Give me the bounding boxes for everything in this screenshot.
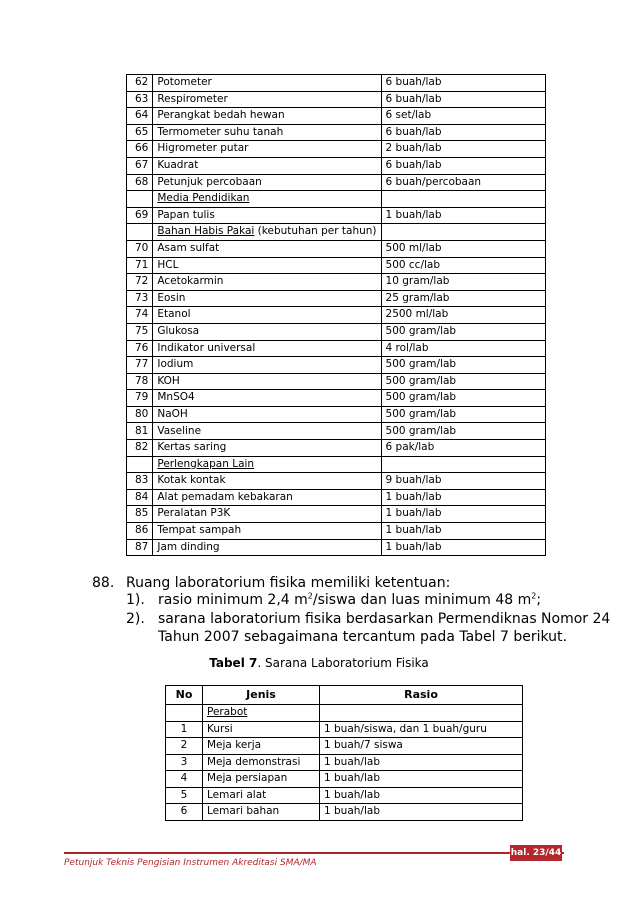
row-number: 84 [127, 489, 153, 506]
table-row [127, 141, 546, 158]
row-number: 2 [166, 738, 203, 755]
quantity-cell: 6 set/lab [381, 108, 545, 125]
row-number: 78 [127, 373, 153, 390]
table-row [127, 257, 546, 274]
quantity-cell: 2 buah/lab [381, 141, 545, 158]
section-heading: Perabot [207, 706, 248, 718]
table-row [166, 804, 523, 821]
row-number: 3 [166, 754, 203, 771]
row-number [127, 224, 153, 241]
sub-label: 1). [126, 592, 145, 608]
item-name: HCL [153, 257, 381, 274]
ratio-cell: 1 buah/siswa, dan 1 buah/guru [320, 721, 523, 738]
item-name: Meja demonstrasi [203, 754, 320, 771]
row-number: 72 [127, 274, 153, 291]
item-name: Vaseline [153, 423, 381, 440]
row-number [127, 191, 153, 208]
row-number: 62 [127, 75, 153, 92]
footer-document-title: Petunjuk Teknis Pengisian Instrumen Akreditasi SMA/MA [64, 858, 317, 868]
table-row [127, 523, 546, 540]
row-number: 86 [127, 523, 153, 540]
row-number: 81 [127, 423, 153, 440]
quantity-cell: 1 buah/lab [381, 489, 545, 506]
row-number: 71 [127, 257, 153, 274]
item-name: Papan tulis [153, 207, 381, 224]
table-row [127, 274, 546, 291]
table-row [127, 539, 546, 556]
quantity-cell: 500 gram/lab [381, 323, 545, 340]
sub-text-b: /siswa dan luas minimum 48 m [312, 592, 532, 608]
header-rasio: Rasio [320, 686, 523, 705]
section-cell [153, 224, 381, 241]
quantity-cell: 500 gram/lab [381, 423, 545, 440]
section-cell [153, 456, 381, 473]
quantity-cell: 6 buah/lab [381, 91, 545, 108]
table-row [127, 390, 546, 407]
quantity-cell: 1 buah/lab [381, 506, 545, 523]
item-name: Eosin [153, 290, 381, 307]
table-row [166, 738, 523, 755]
table-row [127, 406, 546, 423]
item-name: Glukosa [153, 323, 381, 340]
table-row [127, 124, 546, 141]
item-name: Asam sulfat [153, 240, 381, 257]
table-7-caption [0, 656, 638, 670]
row-number: 76 [127, 340, 153, 357]
section-heading: Bahan Habis Pakai [157, 225, 255, 238]
quantity-cell: 1 buah/lab [381, 539, 545, 556]
row-number: 4 [166, 771, 203, 788]
row-number: 5 [166, 787, 203, 804]
ratio-cell [320, 705, 523, 722]
caption-rest: . Sarana Laboratorium Fisika [257, 656, 429, 670]
quantity-cell: 4 rol/lab [381, 340, 545, 357]
table-row [127, 357, 546, 374]
table-7-header-row [166, 686, 523, 705]
quantity-cell [381, 224, 545, 241]
row-number: 6 [166, 804, 203, 821]
equipment-table-body [127, 75, 546, 556]
table-row [166, 705, 523, 722]
row-number: 83 [127, 473, 153, 490]
quantity-cell: 9 buah/lab [381, 473, 545, 490]
table-row [166, 787, 523, 804]
row-number: 87 [127, 539, 153, 556]
equipment-table-continued [126, 74, 546, 556]
table-row [127, 290, 546, 307]
quantity-cell: 6 buah/lab [381, 157, 545, 174]
header-jenis: Jenis [203, 686, 320, 705]
item-88-text: Ruang laboratorium fisika memiliki ketentuan: [126, 575, 451, 591]
ratio-cell: 1 buah/7 siswa [320, 738, 523, 755]
quantity-cell: 6 buah/lab [381, 75, 545, 92]
table-7-body [166, 705, 523, 821]
row-number: 1 [166, 721, 203, 738]
row-number: 68 [127, 174, 153, 191]
row-number: 74 [127, 307, 153, 324]
page-number-badge: hal. 23/44 [510, 845, 562, 861]
sub-text-line-1: sarana laboratorium fisika berdasarkan Permendiknas Nomor 24 [158, 611, 611, 627]
table-row [127, 456, 546, 473]
quantity-cell: 10 gram/lab [381, 274, 545, 291]
item-name: Kertas saring [153, 440, 381, 457]
item-name: Tempat sampah [153, 523, 381, 540]
row-number [166, 705, 203, 722]
table-7 [165, 685, 523, 821]
row-number [127, 456, 153, 473]
item-name: NaOH [153, 406, 381, 423]
item-name: Higrometer putar [153, 141, 381, 158]
section-heading: Perlengkapan Lain [157, 457, 255, 470]
table-row [166, 771, 523, 788]
quantity-cell: 500 gram/lab [381, 406, 545, 423]
table-row [127, 473, 546, 490]
quantity-cell: 1 buah/lab [381, 207, 545, 224]
quantity-cell: 1 buah/lab [381, 523, 545, 540]
table-row [127, 373, 546, 390]
sub-text [158, 592, 541, 610]
item-name: Potometer [153, 75, 381, 92]
row-number: 80 [127, 406, 153, 423]
row-number: 75 [127, 323, 153, 340]
superscript: 2 [307, 591, 313, 601]
row-number: 66 [127, 141, 153, 158]
table-row [127, 174, 546, 191]
table-row [127, 440, 546, 457]
item-name: Respirometer [153, 91, 381, 108]
table-row [127, 307, 546, 324]
quantity-cell: 500 gram/lab [381, 373, 545, 390]
row-number: 70 [127, 240, 153, 257]
item-name: Iodium [153, 357, 381, 374]
row-number: 64 [127, 108, 153, 125]
section-heading: Media Pendidikan [157, 192, 250, 205]
item-name: Acetokarmin [153, 274, 381, 291]
row-number: 67 [127, 157, 153, 174]
item-name: Kotak kontak [153, 473, 381, 490]
item-name: Perangkat bedah hewan [153, 108, 381, 125]
quantity-cell: 25 gram/lab [381, 290, 545, 307]
item-name: Alat pemadam kebakaran [153, 489, 381, 506]
item-name: Lemari alat [203, 787, 320, 804]
row-number: 73 [127, 290, 153, 307]
quantity-cell: 6 buah/percobaan [381, 174, 545, 191]
table-row [127, 157, 546, 174]
item-name: Termometer suhu tanah [153, 124, 381, 141]
row-number: 69 [127, 207, 153, 224]
footer-divider [64, 852, 564, 854]
item-name: Meja kerja [203, 738, 320, 755]
item-name: Petunjuk percobaan [153, 174, 381, 191]
table-row [166, 721, 523, 738]
caption-bold: Tabel 7 [209, 656, 258, 670]
ratio-cell: 1 buah/lab [320, 754, 523, 771]
item-name: Meja persiapan [203, 771, 320, 788]
item-88-number: 88. [92, 575, 115, 591]
quantity-cell: 6 buah/lab [381, 124, 545, 141]
sub-text-a: rasio minimum 2,4 m [158, 592, 308, 608]
table-row [127, 489, 546, 506]
row-number: 77 [127, 357, 153, 374]
row-number: 63 [127, 91, 153, 108]
item-name: Etanol [153, 307, 381, 324]
quantity-cell: 500 cc/lab [381, 257, 545, 274]
header-no: No [166, 686, 203, 705]
table-row [127, 340, 546, 357]
quantity-cell: 500 ml/lab [381, 240, 545, 257]
section-cell [203, 705, 320, 722]
quantity-cell: 500 gram/lab [381, 390, 545, 407]
table-row [127, 191, 546, 208]
row-number: 65 [127, 124, 153, 141]
table-row [127, 240, 546, 257]
quantity-cell [381, 456, 545, 473]
quantity-cell [381, 191, 545, 208]
section-note: (kebutuhan per tahun) [254, 225, 377, 238]
row-number: 79 [127, 390, 153, 407]
item-name: Kursi [203, 721, 320, 738]
quantity-cell: 6 pak/lab [381, 440, 545, 457]
quantity-cell: 500 gram/lab [381, 357, 545, 374]
item-name: Jam dinding [153, 539, 381, 556]
table-row [127, 108, 546, 125]
table-row [127, 423, 546, 440]
item-name: MnSO4 [153, 390, 381, 407]
sub-text-line-2: Tahun 2007 sebagaimana tercantum pada Tabel 7 berikut. [158, 628, 567, 645]
ratio-cell: 1 buah/lab [320, 804, 523, 821]
table-row [127, 91, 546, 108]
item-name: Lemari bahan [203, 804, 320, 821]
item-name: KOH [153, 373, 381, 390]
table-row [127, 224, 546, 241]
table-row [127, 207, 546, 224]
table-row [127, 323, 546, 340]
item-name: Peralatan P3K [153, 506, 381, 523]
section-cell [153, 191, 381, 208]
row-number: 85 [127, 506, 153, 523]
ratio-cell: 1 buah/lab [320, 771, 523, 788]
table-row [127, 506, 546, 523]
ratio-cell: 1 buah/lab [320, 787, 523, 804]
item-name: Kuadrat [153, 157, 381, 174]
table-row [166, 754, 523, 771]
sub-text-c: ; [536, 592, 542, 608]
table-row [127, 75, 546, 92]
item-name: Indikator universal [153, 340, 381, 357]
row-number: 82 [127, 440, 153, 457]
quantity-cell: 2500 ml/lab [381, 307, 545, 324]
sub-label: 2). [126, 611, 145, 627]
superscript: 2 [531, 591, 537, 601]
